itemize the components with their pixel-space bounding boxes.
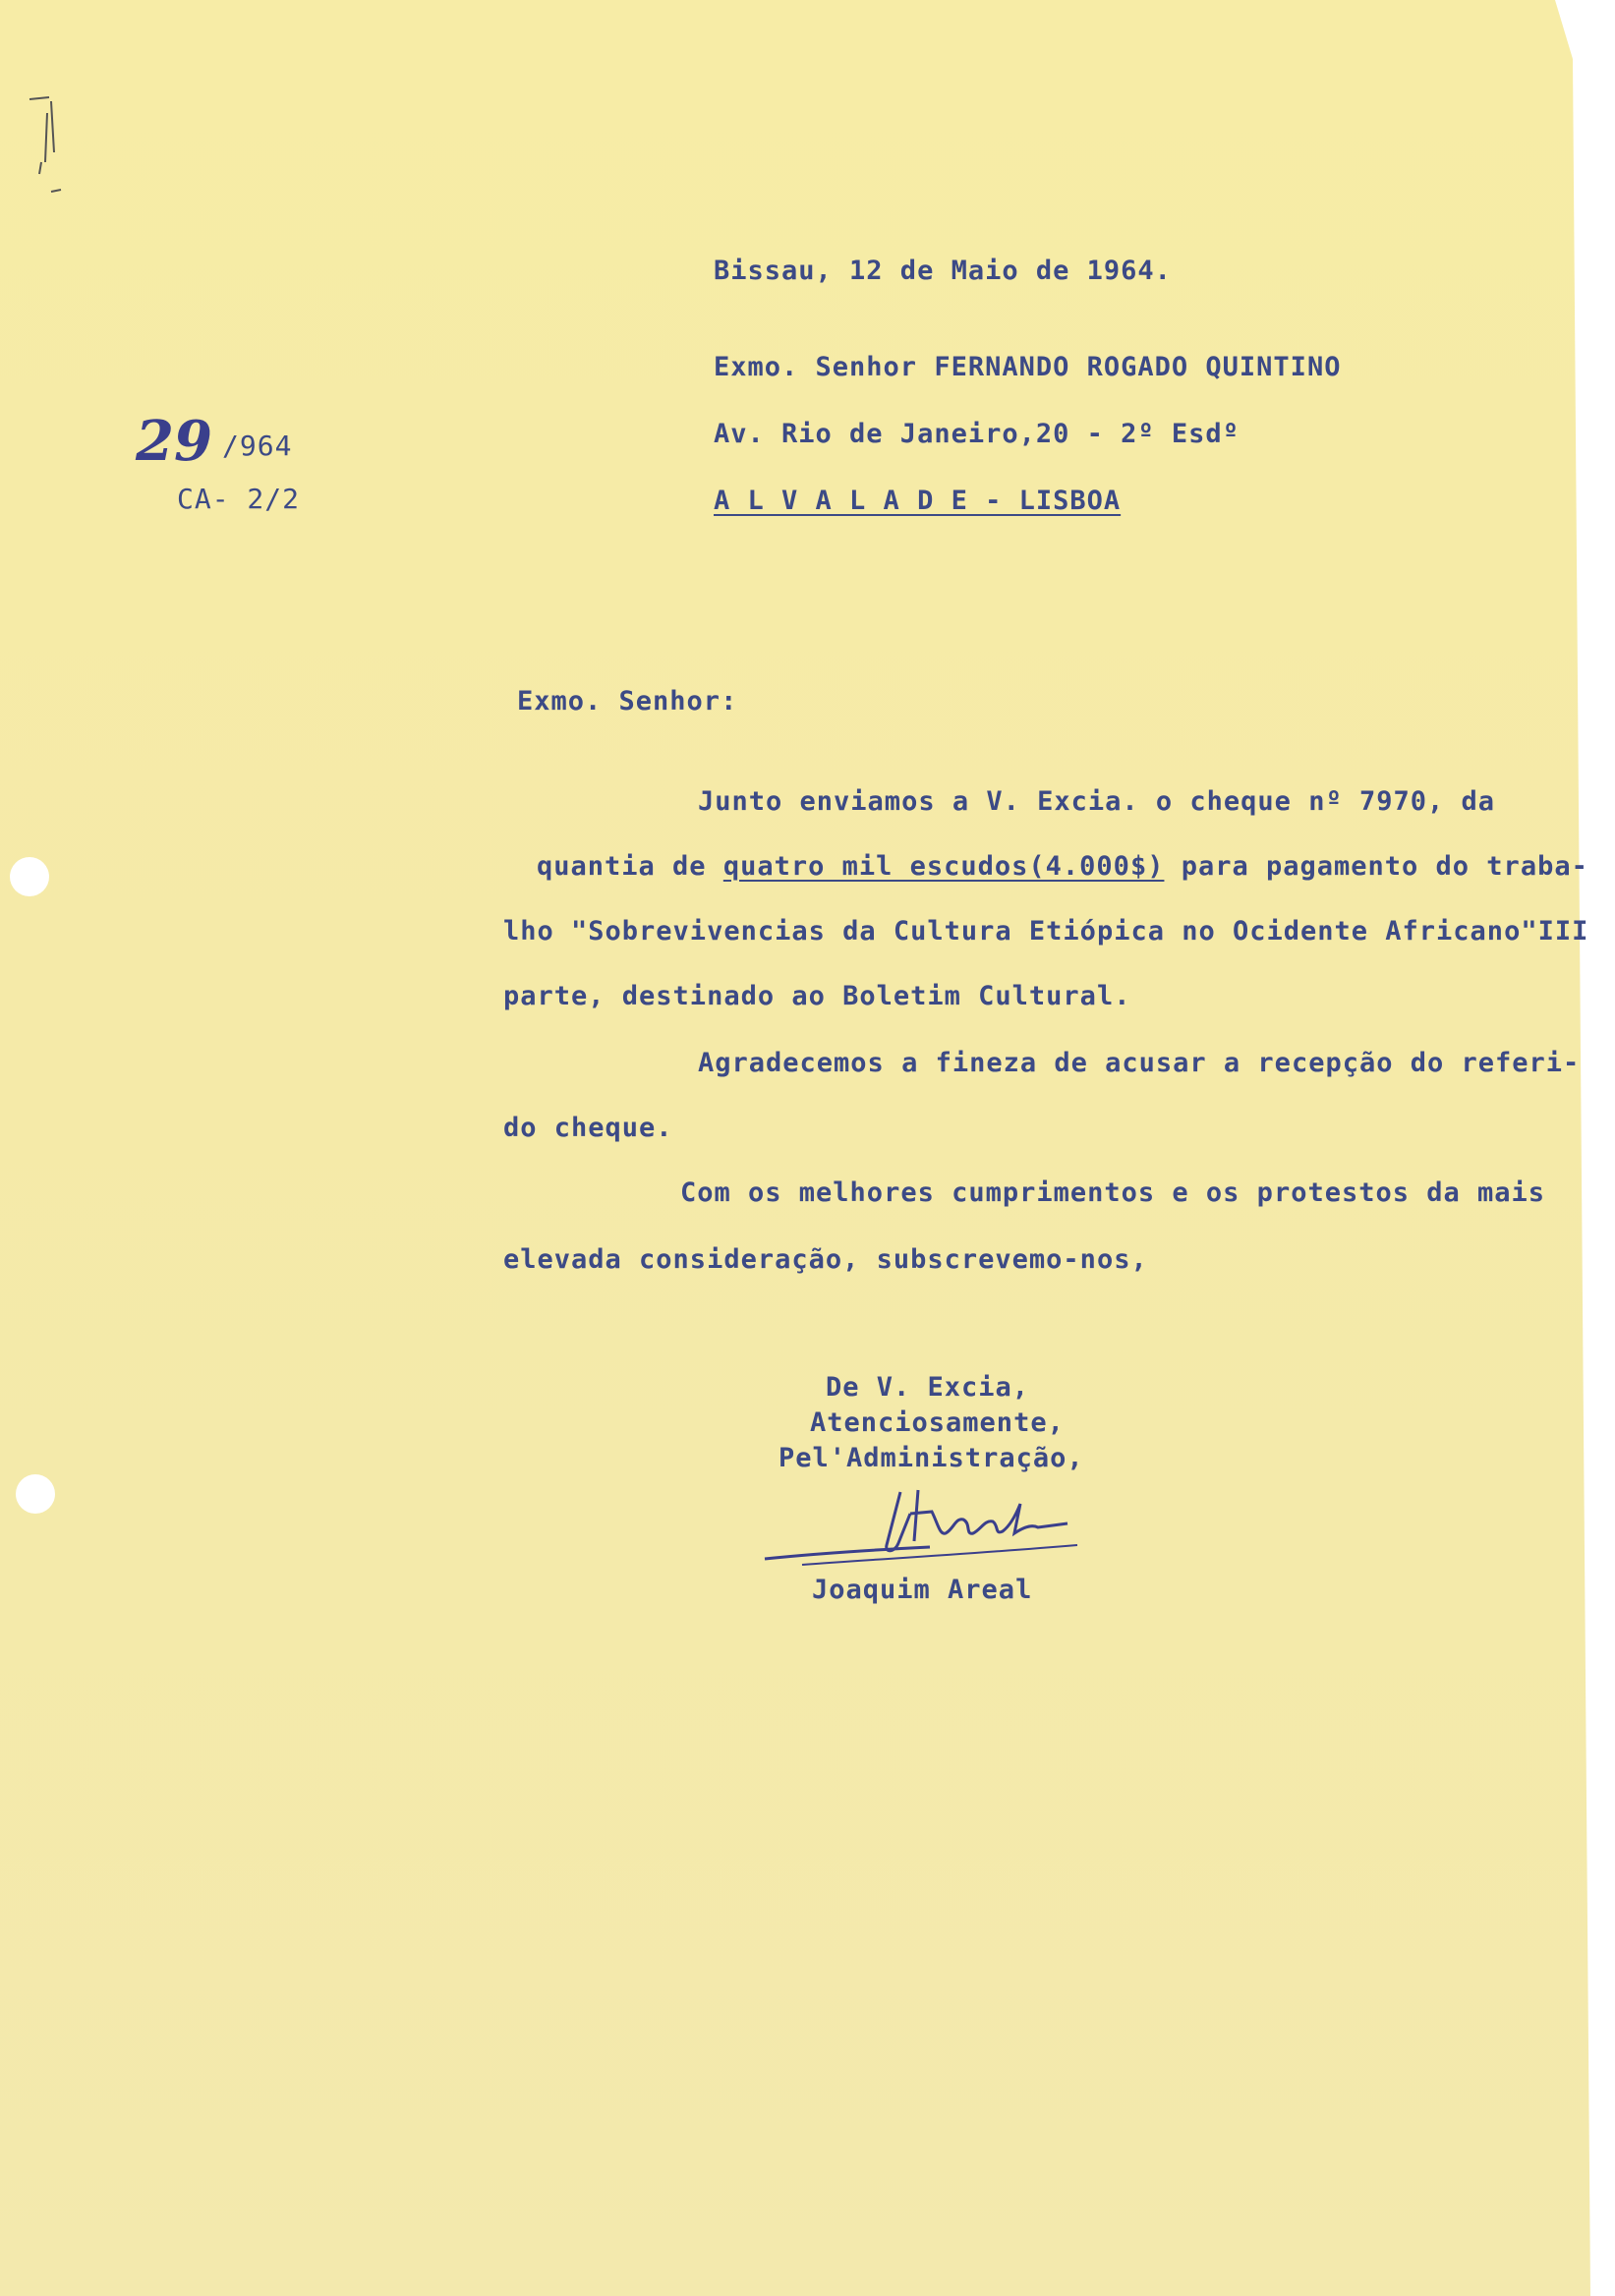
recipient-name: Exmo. Senhor FERNANDO ROGADO QUINTINO	[714, 352, 1342, 382]
body-paragraph-1-line-3: lho "Sobrevivencias da Cultura Etiópica no Ocidente Africano"III	[503, 916, 1589, 947]
body-paragraph-1-line-2	[537, 853, 1588, 880]
reference-number: 29	[136, 409, 212, 474]
signatory-name: Joaquim Areal	[812, 1575, 1033, 1605]
reference-year: /964	[222, 430, 293, 462]
body-paragraph-2-line-1: Agradecemos a fineza de acusar a recepção do referi-	[698, 1048, 1581, 1078]
body-paragraph-3-line-1: Com os melhores cumprimentos e os protestos da mais	[680, 1177, 1546, 1208]
body-paragraph-1-line-1: Junto enviamos a V. Excia. o cheque nº 7970, da	[698, 786, 1496, 817]
reference-code: CA- 2/2	[177, 483, 301, 515]
punch-hole-top	[10, 857, 49, 896]
closing-line-2: Atenciosamente,	[810, 1407, 1065, 1438]
body-paragraph-3-line-2: elevada consideração, subscrevemo-nos,	[503, 1244, 1148, 1275]
cheque-amount: quatro mil escudos(4.000$)	[722, 851, 1165, 882]
body-text: para pagamento do traba-	[1164, 851, 1588, 882]
closing-line-1: De V. Excia,	[826, 1372, 1030, 1403]
staple-mark-icon	[22, 93, 71, 201]
body-text: quantia de	[537, 851, 723, 882]
letter-date: Bissau, 12 de Maio de 1964.	[714, 256, 1172, 286]
recipient-city: A L V A L A D E - LISBOA	[714, 486, 1122, 516]
body-paragraph-2-line-2: do cheque.	[503, 1113, 673, 1143]
punch-hole-bottom	[16, 1474, 55, 1514]
body-paragraph-1-line-4: parte, destinado ao Boletim Cultural.	[503, 981, 1131, 1011]
closing-line-3: Pel'Administração,	[779, 1443, 1084, 1473]
recipient-street: Av. Rio de Janeiro,20 - 2º Esdº	[714, 419, 1240, 449]
signature-icon	[763, 1484, 1087, 1573]
salutation: Exmo. Senhor:	[517, 686, 738, 717]
